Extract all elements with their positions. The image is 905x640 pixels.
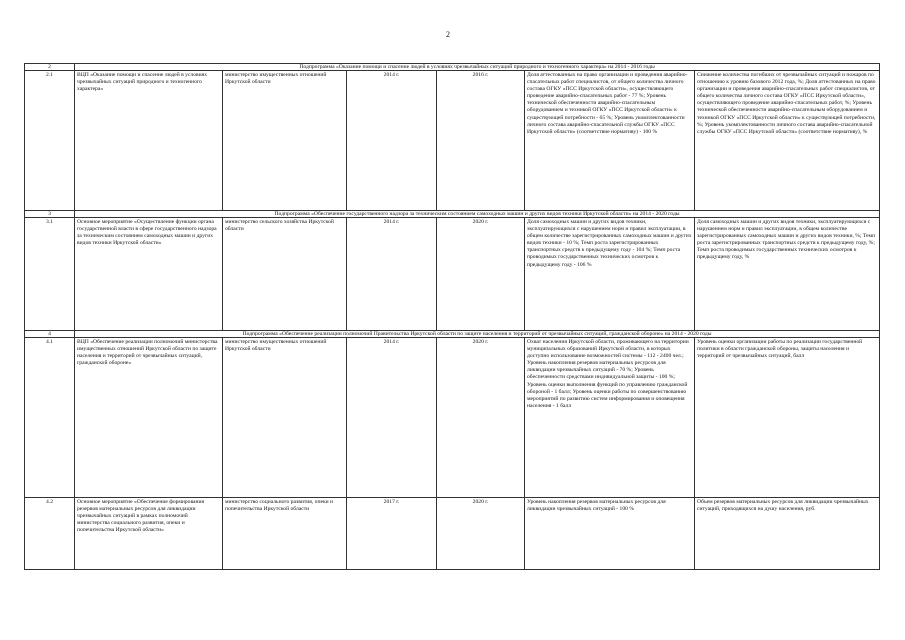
section-number: 2 [25,64,75,71]
table-row [25,338,880,498]
end-year: 2020 г. [437,218,525,331]
subprogram-title: Подпрограмма «Обеспечение государственного надзора за техническим состоянием самоходных машин и других видов техники Иркутской области» на 2014 - 2020 годы [75,211,880,218]
executor: министерство социального развития, опеки и попечительства Иркутской области [223,498,347,570]
start-year: 2014 г. [347,338,437,498]
goal-indicators: Объем резервов материальных ресурсов для ликвидации чрезвычайных ситуаций, приходящихся на душу населения, руб. [695,498,880,570]
measure-name: Основное мероприятие «Обеспечение формирования резервов материальных ресурсов для ликвидации чрезвычайных ситуаций в рамках полномочий министерства социального развития, опеки и попечительства Иркутской области» [75,498,223,570]
end-year: 2016 г. [437,71,525,211]
measure-name: ВЦП «Обеспечение реализации полномочий министерства имущественных отношений Иркутской области по защите населения и территорий от чрезвычайных ситуаций, гражданской обороне» [75,338,223,498]
subprogram-row [25,64,880,71]
indicators: Доля самоходных машин и других видов техники, эксплуатирующихся с нарушением норм и правил эксплуатации, в общем количестве зарегистрированных самоходных машин и других видов техники - 10 %; Темп роста зарегистрированных транспортных средств к предыдущему году - 104 %; Темп роста проводимых государственных технических осмотров к предыдущему году - 106 % [525,218,695,331]
row-number: 4.1 [25,338,75,498]
executor: министерство имущественных отношений Иркутской области [223,71,347,211]
subprogram-title: Подпрограмма «Обеспечение реализации полномочий Правительства Иркутской области по защите населения и территорий от чрезвычайных ситуаций, гражданской обороне» на 2014 - 2020 годы [75,331,880,338]
section-number: 4 [25,331,75,338]
end-year: 2020 г. [437,338,525,498]
goal-indicators: Снижение количества погибших от чрезвычайных ситуаций и пожаров по отношению к уровню базового 2012 года, %; Доля аттестованных на право организации и проведения аварийно-спасательных работ специалистов, от общего количества личного состава ОГКУ «ПСС Иркутской области», осуществляющего проведение аварийно-спасательных работ, %; Уровень технической обеспеченности аварийно-спасательным оборудованием и техникой ОГКУ «ПСС Иркутской области» к существующей потребности, %; Уровень укомплектованности личного состава аварийно-спасательной службы ОГКУ «ПСС Иркутской области» (соответствие нормативу), % [695,71,880,211]
goal-indicators: Доля самоходных машин и других видов техники, эксплуатирующихся с нарушением норм и правил эксплуатации, в общем количестве зарегистрированных самоходных машин и других видов техники, %; Темп роста зарегистрированных транспортных средств к предыдущему году, %; Темп роста проводимых государственных технических осмотров к предыдущему году, % [695,218,880,331]
subprogram-title: Подпрограмма «Оказание помощи и спасение людей в условиях чрезвычайных ситуаций природного и техногенного характера» на 2014 - 2016 годы [75,64,880,71]
goal-indicators: Уровень оценки организации работы по реализации государственной политики в области гражданской обороны, защиты населения и территорий от чрезвычайных ситуаций, балл [695,338,880,498]
row-number: 4.2 [25,498,75,570]
start-year: 2014 г. [347,71,437,211]
executor: министерство сельского хозяйства Иркутской области [223,218,347,331]
page-number: 2 [446,30,450,39]
end-year: 2020 г. [437,498,525,570]
table-row [25,71,880,211]
program-table [24,63,880,570]
measure-name: Основное мероприятие «Осуществление функции органа государственной власти в сфере государственного надзора за техническим состоянием самоходных машин и других видов техники Иркутской области» [75,218,223,331]
table-row [25,498,880,570]
executor: министерство имущественных отношений Иркутской области [223,338,347,498]
row-number: 2.1 [25,71,75,211]
subprogram-row [25,331,880,338]
indicators: Охват населения Иркутской области, проживающего на территории муниципальных образований Иркутской области, в которых доступно использование возможностей системы - 112 - 2400 чел.; Уровень накопления резервов материальных ресурсов для ликвидации чрезвычайных ситуаций - 70 %; Уровень обеспеченности средствами индивидуальной защиты - 100 %; Уровень оценки выполнения функций по управлению гражданской обороной - 1 балл; Уровень оценки работы по совершенствованию мероприятий по развитию систем информирования и оповещения населения - 1 балл [525,338,695,498]
indicators: Уровень накопления резервов материальных ресурсов для ликвидации чрезвычайных ситуаций - 100 % [525,498,695,570]
subprogram-row [25,211,880,218]
section-number: 3 [25,211,75,218]
start-year: 2014 г. [347,218,437,331]
indicators: Доля аттестованных на право организации и проведения аварийно-спасательных работ специалистов, от общего количества личного состава ОГКУ «ПСС Иркутской области», осуществляющего проведение аварийно-спасательных работ - 77 %; Уровень технической обеспеченности аварийно-спасательным оборудованием и техникой ОГКУ «ПСС Иркутской области» к существующей потребности - 65 %; Уровень укомплектованности личного состава аварийно-спасательной службы ОГКУ «ПСС Иркутской области» (соответствие нормативу) - 100 % [525,71,695,211]
measure-name: ВЦП «Оказание помощи и спасение людей в условиях чрезвычайных ситуаций природного и техногенного характера» [75,71,223,211]
row-number: 3.1 [25,218,75,331]
table-row [25,218,880,331]
start-year: 2017 г. [347,498,437,570]
